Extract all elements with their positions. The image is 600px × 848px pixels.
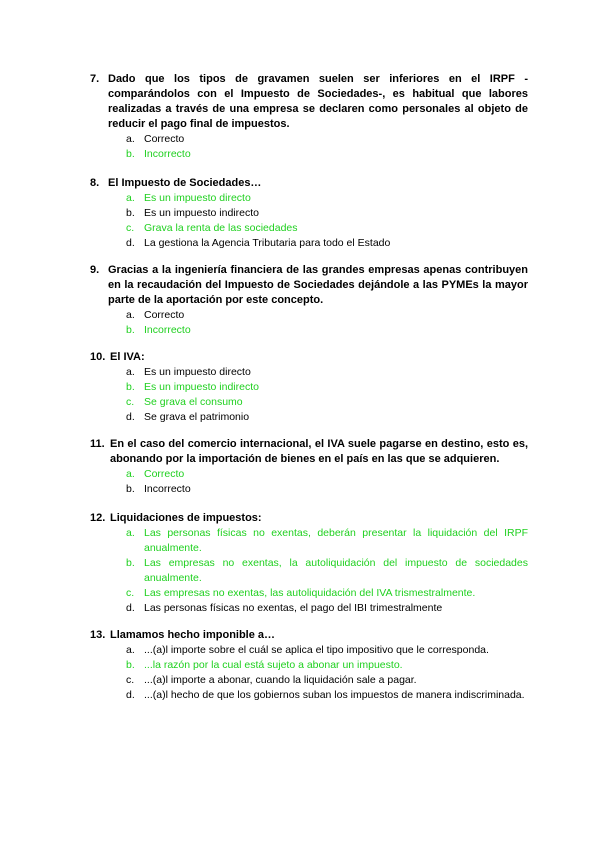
question-number: 11. [90, 438, 105, 450]
option-d: d. La gestiona la Agencia Tributaria para todo el Estado [126, 237, 391, 249]
question-9 [90, 263, 528, 338]
option-d: d. Las personas físicas no exentas, el pago del IBI trimestralmente [126, 602, 443, 614]
question-number: 10. [90, 351, 106, 363]
option-b-correct: b. Incorrecto [126, 324, 191, 336]
option-c-correct: c. Grava la renta de las sociedades [126, 222, 298, 234]
question-text: Dado que los tipos de gravamen suelen ser inferiores en el IRPF -comparándolos con el Impuesto de Sociedades-, es habitual que labores realizadas a través de una empresa se declaren como personales al objeto de reducir el pago final de impuestos. [108, 73, 528, 130]
question-number: 8. [90, 177, 100, 189]
option-b-correct: b. Incorrecto [126, 148, 191, 160]
question-text: En el caso del comercio internacional, el IVA suele pagarse en destino, esto es, abonando por la importación de bienes en el país en las que se adquieren. [110, 438, 528, 465]
question-7 [90, 72, 528, 162]
option-b: b. Incorrecto [126, 483, 191, 495]
question-11 [90, 437, 528, 497]
option-a-correct: a. Las personas físicas no exentas, deberán presentar la liquidación del IRPF anualmente. [126, 527, 528, 554]
option-c-correct: c. Se grava el consumo [126, 396, 243, 408]
question-8 [90, 176, 528, 251]
question-number: 9. [90, 264, 100, 276]
question-12 [90, 511, 528, 616]
option-a: a. Correcto [126, 133, 185, 145]
option-a: a. Es un impuesto directo [126, 366, 251, 378]
question-text: Liquidaciones de impuestos: [110, 512, 262, 524]
option-c-correct: c. Las empresas no exentas, las autoliquidación del IVA trismestralmente. [126, 587, 476, 599]
option-a: a. ...(a)l importe sobre el cuál se aplica el tipo impositivo que le corresponda. [126, 644, 489, 656]
question-number: 7. [90, 73, 100, 85]
question-text: Llamamos hecho imponible a… [110, 629, 276, 641]
option-a-correct: a. Correcto [126, 468, 185, 480]
option-d: d. ...(a)l hecho de que los gobiernos suban los impuestos de manera indiscriminada. [126, 689, 525, 701]
question-text: Gracias a la ingeniería financiera de las grandes empresas apenas contribuyen en la recaudación del Impuesto de Sociedades dejándole a las PYMEs la mayor parte de la aportación por este concepto. [108, 264, 528, 306]
option-b: b. Es un impuesto indirecto [126, 207, 259, 219]
option-a: a. Correcto [126, 309, 185, 321]
question-13 [90, 628, 528, 703]
question-number: 13. [90, 629, 106, 641]
option-b-correct: b. ...la razón por la cual está sujeto a abonar un impuesto. [126, 659, 403, 671]
question-text: El IVA: [110, 351, 145, 363]
question-number: 12. [90, 512, 106, 524]
question-text: El Impuesto de Sociedades… [108, 177, 262, 189]
option-b-correct: b. Las empresas no exentas, la autoliquidación del impuesto de sociedades anualmente. [126, 557, 528, 584]
option-d: d. Se grava el patrimonio [126, 411, 250, 423]
option-a-correct: a. Es un impuesto directo [126, 192, 251, 204]
option-b-correct: b. Es un impuesto indirecto [126, 381, 259, 393]
question-10 [90, 350, 528, 425]
option-c: c. ...(a)l importe a abonar, cuando la liquidación sale a pagar. [126, 674, 417, 686]
